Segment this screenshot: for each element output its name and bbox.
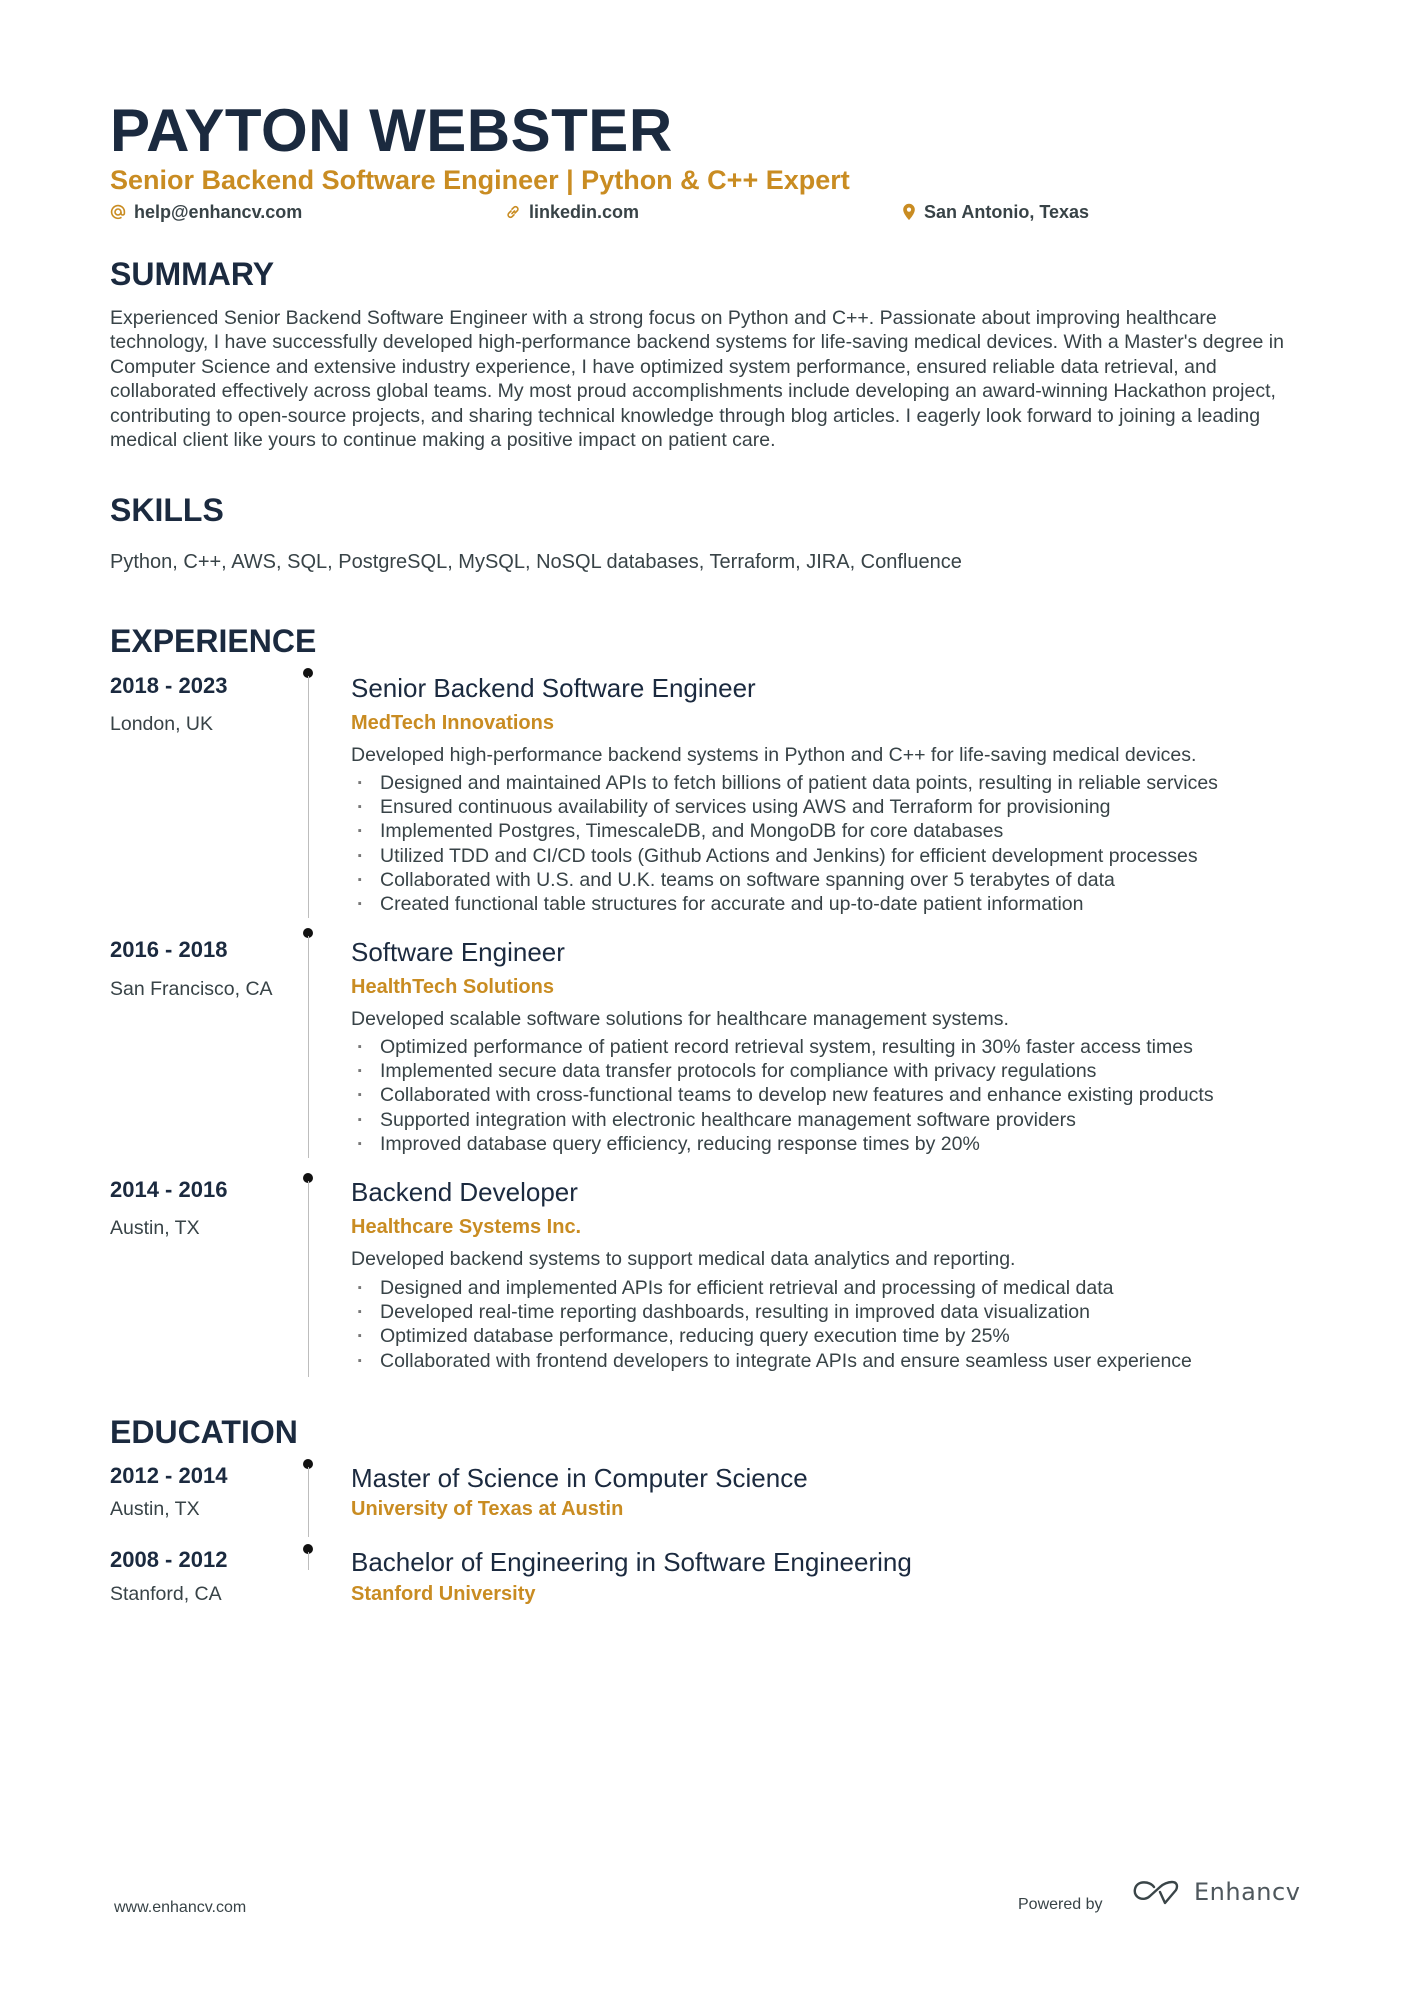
skills-heading: SKILLS	[110, 492, 224, 528]
summary-text: Experienced Senior Backend Software Engineer with a strong focus on Python and C++. Passionate about improving healthcare technology, I have successfully developed high-performance backend systems for life-saving medical devices. With a Master's degree in Computer Science and extensive industry experience, I have optimized system performance, ensured reliable data retrieval, and collaborated effectively across global teams. My most proud accomplishments include developing an award-winning Hackathon project, contributing to open-source projects, and sharing technical knowledge through blog articles. I eagerly look forward to joining a leading medical client like yours to continue making a positive impact on patient care.	[110, 307, 1284, 452]
education-dates: 2012 - 2014	[110, 1463, 228, 1488]
bullet-item: · Optimized performance of patient record retrieval system, resulting in 30% faster access times	[351, 1035, 1214, 1059]
link-icon	[505, 204, 521, 220]
experience-description: Developed high-performance backend systems in Python and C++ for life-saving medical devices.	[351, 744, 1197, 766]
bullet-item: · Optimized database performance, reducing query execution time by 25%	[351, 1324, 1192, 1348]
experience-dates: 2018 - 2023	[110, 673, 228, 698]
bullet-item: · Improved database query efficiency, reducing response times by 20%	[351, 1132, 1214, 1156]
enhancv-logo[interactable]	[1132, 1878, 1300, 1906]
contact-location	[902, 201, 1089, 223]
bullet-item: · Designed and implemented APIs for efficient retrieval and processing of medical data	[351, 1276, 1192, 1300]
education-dates: 2008 - 2012	[110, 1547, 228, 1572]
footer-website-link[interactable]: www.enhancv.com	[114, 1899, 247, 1916]
enhancv-logo-icon	[1132, 1879, 1180, 1905]
education-location: Stanford, CA	[110, 1583, 222, 1605]
experience-description: Developed scalable software solutions for healthcare management systems.	[351, 1008, 1009, 1030]
education-degree: Master of Science in Computer Science	[351, 1463, 808, 1493]
experience-company: Healthcare Systems Inc.	[351, 1216, 582, 1238]
experience-role: Software Engineer	[351, 937, 565, 967]
bullet-item: · Collaborated with frontend developers to integrate APIs and ensure seamless user experience	[351, 1349, 1192, 1373]
experience-bullets	[351, 1035, 1214, 1156]
experience-dates: 2016 - 2018	[110, 937, 228, 962]
education-school: University of Texas at Austin	[351, 1498, 624, 1520]
bullet-item: · Collaborated with U.S. and U.K. teams on software spanning over 5 terabytes of data	[351, 868, 1218, 892]
experience-bullets	[351, 1276, 1192, 1373]
candidate-title: Senior Backend Software Engineer | Python & C++ Expert	[110, 165, 850, 195]
education-degree: Bachelor of Engineering in Software Engineering	[351, 1547, 912, 1577]
timeline-line	[308, 1552, 309, 1570]
experience-bullets	[351, 771, 1218, 916]
bullet-item: · Designed and maintained APIs to fetch billions of patient data points, resulting in reliable services	[351, 771, 1218, 795]
timeline-line	[308, 1467, 309, 1537]
bullet-item: · Implemented secure data transfer protocols for compliance with privacy regulations	[351, 1059, 1214, 1083]
experience-company: MedTech Innovations	[351, 712, 554, 734]
bullet-item: · Utilized TDD and CI/CD tools (Github Actions and Jenkins) for efficient development processes	[351, 844, 1218, 868]
experience-location: London, UK	[110, 713, 213, 735]
experience-role: Backend Developer	[351, 1177, 578, 1207]
contact-location-text: San Antonio, Texas	[924, 202, 1090, 222]
education-location: Austin, TX	[110, 1498, 200, 1520]
skills-list: Python, C++, AWS, SQL, PostgreSQL, MySQL, NoSQL databases, Terraform, JIRA, Confluence	[110, 551, 962, 573]
experience-description: Developed backend systems to support medical data analytics and reporting.	[351, 1248, 1016, 1270]
education-heading: EDUCATION	[110, 1414, 298, 1450]
bullet-item: · Implemented Postgres, TimescaleDB, and MongoDB for core databases	[351, 819, 1218, 843]
summary-heading: SUMMARY	[110, 256, 275, 292]
bullet-item: · Collaborated with cross-functional teams to develop new features and enhance existing products	[351, 1083, 1214, 1107]
experience-heading: EXPERIENCE	[110, 623, 317, 659]
contact-linkedin-text: linkedin.com	[529, 202, 640, 222]
timeline-line	[308, 676, 309, 918]
timeline-line	[308, 936, 309, 1158]
experience-company: HealthTech Solutions	[351, 976, 554, 998]
location-pin-icon	[902, 203, 916, 221]
bullet-item: · Supported integration with electronic healthcare management software providers	[351, 1108, 1214, 1132]
bullet-item: · Ensured continuous availability of services using AWS and Terraform for provisioning	[351, 795, 1218, 819]
education-school: Stanford University	[351, 1583, 536, 1605]
at-icon	[110, 204, 126, 220]
enhancv-logo-text: Enhancv	[1194, 1878, 1301, 1906]
experience-location: San Francisco, CA	[110, 978, 273, 1000]
candidate-name: PAYTON WEBSTER	[110, 97, 673, 164]
timeline-line	[308, 1181, 309, 1377]
experience-location: Austin, TX	[110, 1217, 200, 1239]
contact-linkedin[interactable]	[505, 201, 639, 223]
bullet-item: · Developed real-time reporting dashboards, resulting in improved data visualization	[351, 1300, 1192, 1324]
contact-email[interactable]	[110, 201, 302, 223]
contact-email-text: help@enhancv.com	[134, 202, 303, 222]
experience-dates: 2014 - 2016	[110, 1177, 228, 1202]
experience-role: Senior Backend Software Engineer	[351, 673, 756, 703]
bullet-item: · Created functional table structures for accurate and up-to-date patient information	[351, 892, 1218, 916]
powered-by-label: Powered by	[1018, 1896, 1103, 1913]
